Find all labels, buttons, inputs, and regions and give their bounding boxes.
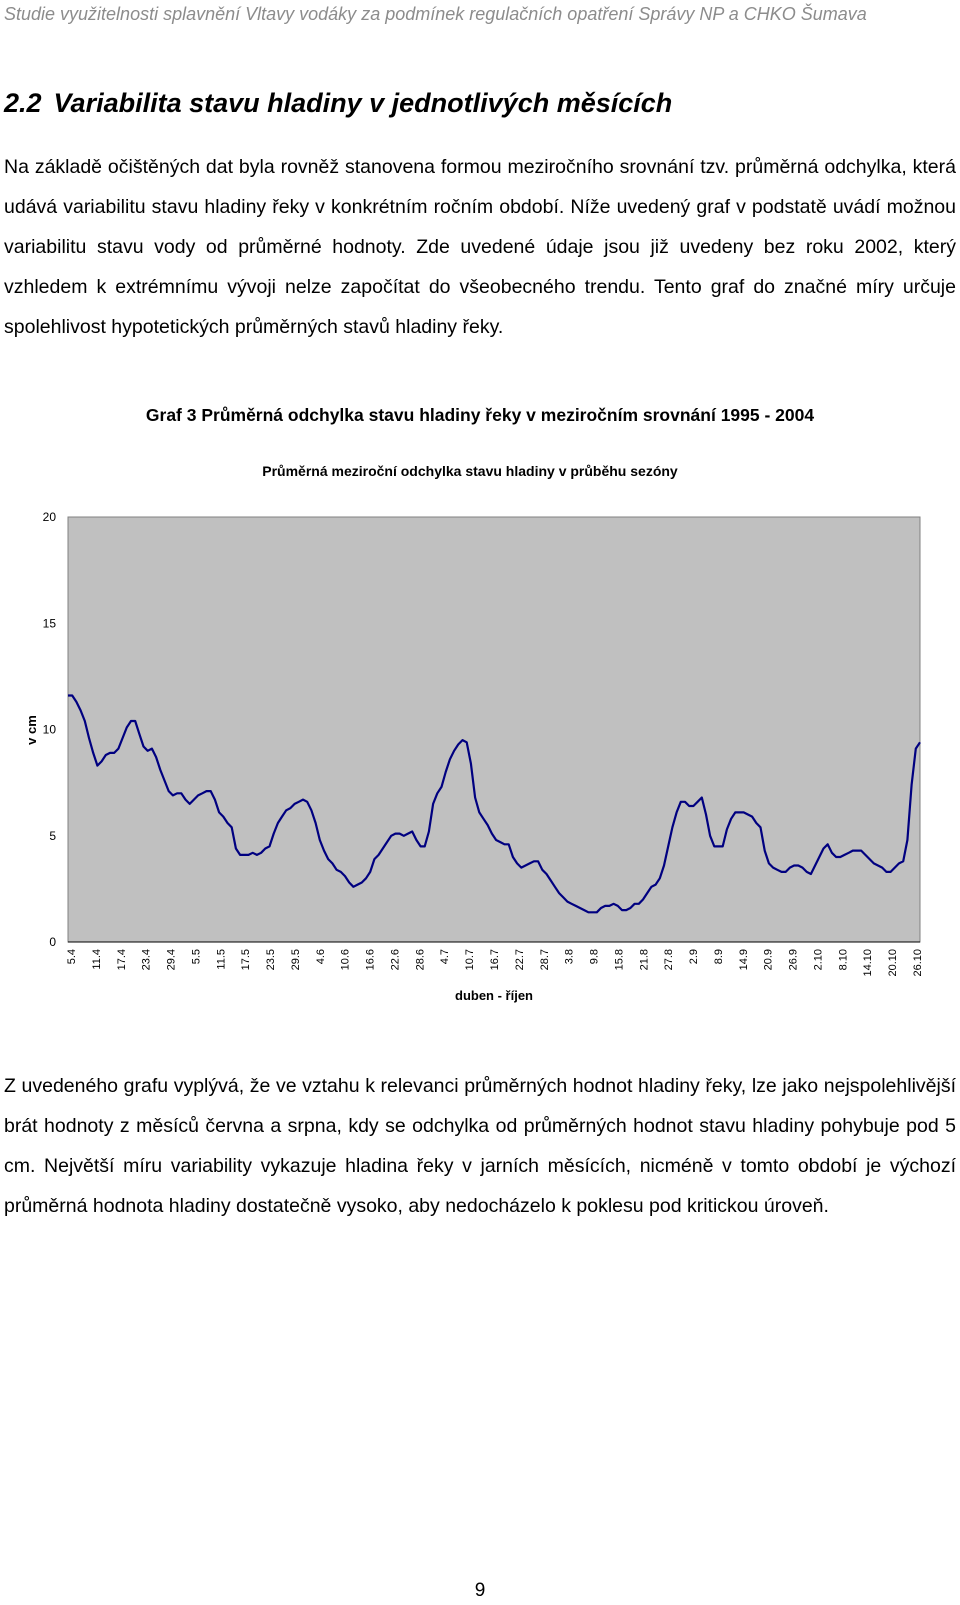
x-tick-label: 8.10 xyxy=(837,949,850,971)
x-tick-label: 29.4 xyxy=(165,949,178,971)
x-tick-label: 2.9 xyxy=(688,949,701,965)
x-tick-label: 14.9 xyxy=(737,949,750,971)
x-axis-ticks xyxy=(66,949,924,977)
x-axis-label: duben - říjen xyxy=(455,988,533,1003)
x-tick-label: 26.10 xyxy=(912,949,924,977)
x-tick-label: 5.5 xyxy=(190,949,203,965)
x-tick-label: 28.6 xyxy=(414,949,427,971)
x-tick-label: 16.6 xyxy=(364,949,377,971)
conclusion-paragraph: Z uvedeného grafu vyplývá, že ve vztahu k relevanci průměrných hodnot hladiny řeky, lze jako nejspolehlivější brát hodnoty z měsíců června a srpna, kdy se odchylka od průměrných hodnot stavu hladiny pohybuje pod 5 cm. Největší míru variability vykazuje hladina řeky v jarních měsících, nicméně v tomto období je výchozí průměrná hodnota hladiny dostatečně vysoko, aby nedocházelo k poklesu pod kritickou úroveň. xyxy=(4,1075,956,1217)
x-tick-label: 4.6 xyxy=(314,949,327,965)
y-tick-label: 15 xyxy=(42,616,56,631)
x-tick-label: 14.10 xyxy=(862,949,875,977)
x-tick-label: 20.10 xyxy=(887,949,900,977)
chart-title: Průměrná meziroční odchylka stavu hladiny v průběhu sezóny xyxy=(262,463,678,479)
x-tick-label: 22.7 xyxy=(513,949,526,971)
section-title: Variabilita stavu hladiny v jednotlivých měsících xyxy=(53,88,673,118)
x-tick-label: 23.5 xyxy=(265,949,278,971)
x-tick-label: 5.4 xyxy=(66,949,78,965)
y-tick-label: 0 xyxy=(49,935,56,949)
x-tick-label: 8.9 xyxy=(712,949,725,965)
plot-area xyxy=(68,517,920,942)
x-tick-label: 27.8 xyxy=(663,949,676,971)
x-tick-label: 20.9 xyxy=(762,949,775,971)
intro-paragraph: Na základě očištěných dat byla rovněž stanovena formou meziročního srovnání tzv. průměrná odchylka, která udává variabilitu stavu hladiny řeky v konkrétním ročním období. Níže uvedený graf v podstatě uvádí možnou variabilitu stavu vody od průměrné hodnoty. Zde uvedené údaje jsou již uvedeny bez roku 2002, který vzhledem k extrémnímu vývoji nelze započítat do všeobecného trendu. Tento graf do značné míry určuje spolehlivost hypotetických průměrných stavů hladiny řeky. xyxy=(4,156,956,338)
x-tick-label: 29.5 xyxy=(289,949,302,971)
x-tick-label: 15.8 xyxy=(613,949,626,971)
section-heading xyxy=(4,88,672,119)
x-tick-label: 10.7 xyxy=(464,949,477,971)
x-tick-label: 17.5 xyxy=(240,949,253,971)
y-tick-label: 5 xyxy=(49,828,56,843)
x-tick-label: 23.4 xyxy=(140,949,153,971)
deviation-line-chart xyxy=(0,455,960,1035)
page-number: 9 xyxy=(474,1580,486,1601)
x-tick-label: 4.7 xyxy=(439,949,452,965)
x-tick-label: 28.7 xyxy=(538,949,551,971)
y-tick-label: 20 xyxy=(42,510,56,524)
x-tick-label: 16.7 xyxy=(489,949,501,971)
y-axis-label: v cm xyxy=(24,715,39,745)
x-tick-label: 11.5 xyxy=(215,949,228,970)
section-number: 2.2 xyxy=(4,88,42,118)
x-tick-label: 2.10 xyxy=(812,949,825,971)
figure-caption: Graf 3 Průměrná odchylka stavu hladiny řeky v meziročním srovnání 1995 - 2004 xyxy=(145,405,815,425)
x-tick-label: 22.6 xyxy=(389,949,402,971)
running-header: Studie využitelnosti splavnění Vltavy vodáky za podmínek regulačních opatření Správy NP a CHKO Šumava xyxy=(4,4,867,24)
x-tick-label: 10.6 xyxy=(339,949,352,971)
x-tick-label: 3.8 xyxy=(563,949,576,965)
y-tick-label: 10 xyxy=(42,722,56,737)
y-axis-ticks xyxy=(43,510,57,949)
x-tick-label: 17.4 xyxy=(115,949,128,971)
x-tick-label: 26.9 xyxy=(787,949,800,971)
x-tick-label: 21.8 xyxy=(638,949,651,971)
x-tick-label: 9.8 xyxy=(588,949,601,965)
x-tick-label: 11.4 xyxy=(90,949,103,970)
